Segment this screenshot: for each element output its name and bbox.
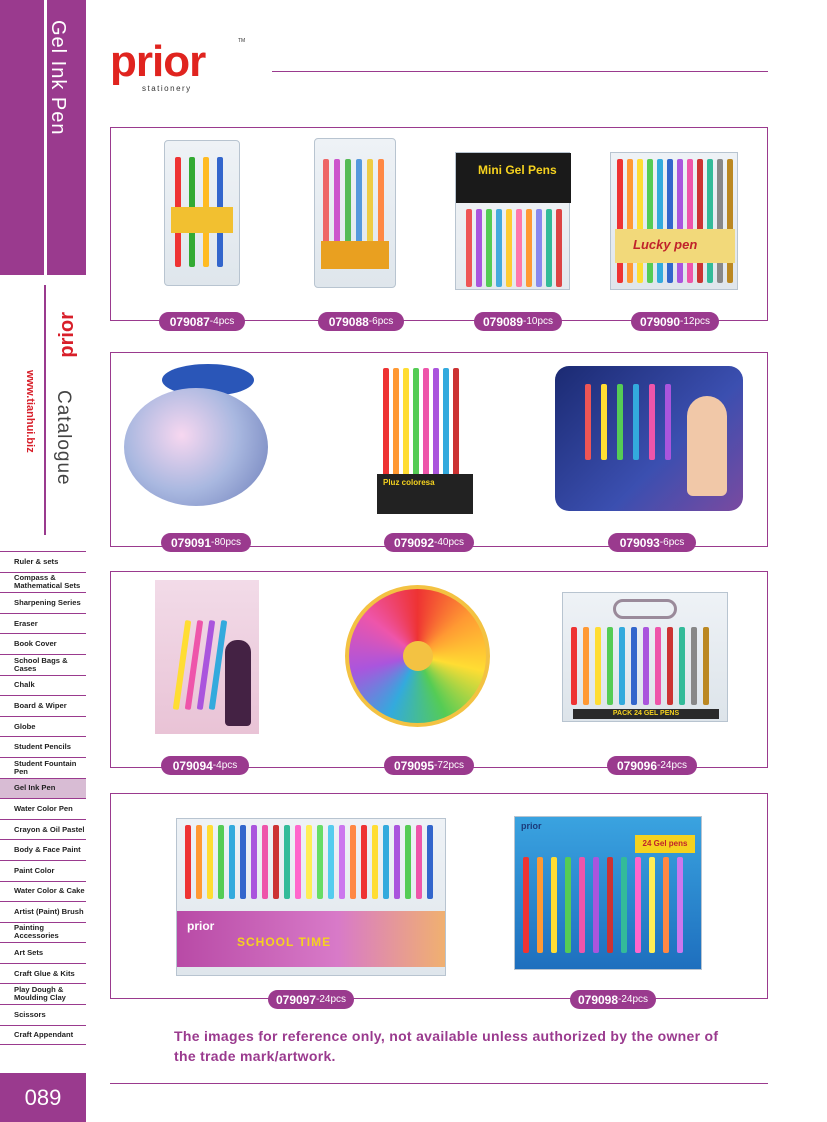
pen-icon [383, 825, 389, 899]
pen-icon [416, 825, 422, 899]
pen-icon [655, 627, 661, 705]
product-code: 079095 [393, 758, 435, 773]
product-qty: -24pcs [316, 994, 347, 1005]
menu-item[interactable]: Artist (Paint) Brush [0, 901, 86, 922]
product-label[interactable] [631, 312, 719, 331]
package-handle [613, 599, 677, 619]
pen-icon [687, 159, 693, 283]
pen-icon [207, 825, 213, 899]
product-label[interactable] [608, 533, 696, 552]
pen-icon [413, 368, 419, 478]
menu-item[interactable]: Chalk [0, 675, 86, 696]
product-qty: -12pcs [680, 316, 711, 327]
menu-item[interactable]: Craft Appendant [0, 1025, 86, 1046]
pen-icon [317, 825, 323, 899]
menu-item[interactable]: Art Sets [0, 942, 86, 963]
sidebar-mid-line [44, 285, 46, 535]
pen-icon [727, 159, 733, 283]
package-band: PACK 24 GEL PENS [573, 709, 719, 719]
pen-icon [647, 159, 653, 283]
menu-item[interactable]: Painting Accessories [0, 922, 86, 943]
pen-icon [185, 825, 191, 899]
product-code: 079096 [616, 758, 658, 773]
package-title: 24 Gel pens [635, 835, 695, 853]
pen-icon [703, 627, 709, 705]
menu-item[interactable]: Water Color Pen [0, 798, 86, 819]
product-label[interactable] [268, 990, 354, 1009]
pen-icon [551, 857, 557, 953]
product-image-079093[interactable] [555, 366, 743, 511]
pen-icon [565, 857, 571, 953]
pen-icon [717, 159, 723, 283]
pen-icon [486, 209, 492, 287]
product-qty: -24pcs [657, 760, 688, 771]
product-image-079090[interactable] [610, 152, 738, 290]
pen-icon [679, 627, 685, 705]
pen-icon [536, 209, 542, 287]
product-image-079098[interactable] [514, 816, 702, 970]
pen-icon [607, 627, 613, 705]
package-brand: prior [187, 919, 215, 933]
product-label[interactable] [161, 533, 251, 552]
product-label[interactable] [318, 312, 404, 331]
menu-item[interactable]: Water Color & Cake [0, 881, 86, 902]
product-code: 079097 [275, 992, 317, 1007]
pen-icon [506, 209, 512, 287]
product-qty: -40pcs [434, 537, 465, 548]
pen-icon [643, 627, 649, 705]
product-label[interactable] [474, 312, 562, 331]
product-label[interactable] [384, 756, 474, 775]
product-qty: -6pcs [659, 537, 685, 548]
pen-icon [476, 209, 482, 287]
pen-icon [372, 825, 378, 899]
sidebar-brand: prior [56, 312, 78, 358]
pen-icon [361, 825, 367, 899]
pen-icon [453, 368, 459, 478]
product-qty: -4pcs [209, 316, 235, 327]
menu-item[interactable]: Board & Wiper [0, 695, 86, 716]
menu-item-active[interactable]: Gel Ink Pen [0, 778, 86, 799]
pen-icon [619, 627, 625, 705]
product-image-079087[interactable] [164, 140, 240, 286]
product-image-079089[interactable] [455, 152, 570, 290]
pen-icon [262, 825, 268, 899]
package-title: Pluz coloresa [383, 478, 435, 487]
product-label[interactable] [161, 756, 249, 775]
pen-icon [240, 825, 246, 899]
pen-icon [196, 825, 202, 899]
pen-icon [537, 857, 543, 953]
product-image-079092[interactable] [377, 368, 473, 514]
pen-icon [657, 159, 663, 283]
pen-icon [579, 857, 585, 953]
pen-icon [571, 627, 577, 705]
product-qty: -24pcs [618, 994, 649, 1005]
pen-icon [523, 857, 529, 953]
girl-illustration [687, 396, 727, 496]
product-label[interactable] [159, 312, 245, 331]
page-number: 089 [0, 1073, 86, 1122]
product-label[interactable] [607, 756, 697, 775]
wheel-center [403, 641, 433, 671]
package-title: Lucky pen [633, 237, 698, 252]
pen-icon [273, 825, 279, 899]
pen-icon [383, 368, 389, 478]
menu-item[interactable]: Craft Glue & Kits [0, 963, 86, 984]
pen-icon [556, 209, 562, 287]
menu-item[interactable]: Crayon & Oil Pastel [0, 819, 86, 840]
menu-item[interactable]: Scissors [0, 1004, 86, 1025]
pen-icon [691, 627, 697, 705]
product-qty: -6pcs [368, 316, 394, 327]
website-url[interactable]: www.tianhui.biz [24, 370, 36, 453]
jar-body [124, 388, 268, 506]
product-code: 079090 [639, 314, 681, 329]
pen-icon [649, 384, 655, 460]
pen-icon [667, 159, 673, 283]
pen-icon [607, 857, 613, 953]
pen-icon [443, 368, 449, 478]
product-label[interactable] [384, 533, 474, 552]
product-code: 079091 [170, 535, 212, 550]
pen-icon [466, 209, 472, 287]
header-rule [272, 71, 768, 72]
pen-icon [583, 627, 589, 705]
package-title: SCHOOL TIME [237, 935, 332, 949]
pen-icon [665, 384, 671, 460]
pen-icon [585, 384, 591, 460]
product-qty: -10pcs [523, 316, 554, 327]
trademark-mark: TM [238, 38, 246, 44]
menu-item[interactable]: Ruler & sets [0, 551, 86, 572]
package-label [321, 241, 389, 269]
category-menu [0, 551, 86, 1045]
pen-icon [526, 209, 532, 287]
pen-icon [635, 857, 641, 953]
disclaimer-text: The images for reference only, not available unless authorized by the owner of the trade mark/artwork. [174, 1028, 719, 1064]
pen-icon [251, 825, 257, 899]
product-code: 079098 [577, 992, 619, 1007]
pen-icon [677, 159, 683, 283]
pen-icon [677, 857, 683, 953]
pen-icon [637, 159, 643, 283]
product-code: 079088 [328, 314, 369, 329]
product-qty: -4pcs [212, 760, 238, 771]
catalogue-label: Catalogue [53, 390, 74, 486]
pen-icon [229, 825, 235, 899]
product-code: 079087 [169, 314, 210, 329]
menu-item[interactable]: Play Dough & Moulding Clay [0, 983, 86, 1004]
menu-item[interactable]: Book Cover [0, 633, 86, 654]
pen-icon [306, 825, 312, 899]
pen-icon [284, 825, 290, 899]
logo-subtitle: stationery [142, 84, 192, 93]
product-image-079094[interactable] [155, 580, 259, 734]
product-label[interactable] [570, 990, 656, 1009]
product-code: 079094 [172, 758, 213, 773]
pen-icon [627, 159, 633, 283]
product-code: 079093 [619, 535, 660, 550]
pen-icon [707, 159, 713, 283]
pen-icon [394, 825, 400, 899]
pen-icon [427, 825, 433, 899]
sidebar-top-bar [0, 0, 86, 275]
menu-item[interactable]: School Bags & Cases [0, 654, 86, 675]
pen-icon [617, 159, 623, 283]
prior-logo [110, 37, 246, 93]
pen-icon [295, 825, 301, 899]
menu-item[interactable]: Compass & Mathematical Sets [0, 572, 86, 593]
pen-icon [433, 368, 439, 478]
section-title: Gel Ink Pen [47, 20, 69, 136]
menu-item[interactable]: Sharpening Series [0, 592, 86, 613]
pen-icon [617, 384, 623, 460]
pen-icon [339, 825, 345, 899]
pen-icon [403, 368, 409, 478]
footer-rule [110, 1083, 768, 1084]
pen-icon [593, 857, 599, 953]
product-image-079096[interactable] [562, 592, 728, 722]
product-qty: -80pcs [211, 537, 242, 548]
product-image-079091[interactable] [122, 364, 270, 508]
menu-item[interactable]: Body & Face Paint [0, 839, 86, 860]
package-header [456, 153, 571, 203]
product-image-079095[interactable] [345, 585, 490, 727]
pen-icon [667, 627, 673, 705]
menu-item[interactable]: Globe [0, 716, 86, 737]
pen-icon [405, 825, 411, 899]
product-image-079097[interactable] [176, 818, 446, 976]
pen-icon [601, 384, 607, 460]
pen-icon [546, 209, 552, 287]
doll-illustration [225, 640, 251, 726]
pen-icon [328, 825, 334, 899]
pen-icon [423, 368, 429, 478]
menu-item[interactable]: Paint Color [0, 860, 86, 881]
pen-icon [595, 627, 601, 705]
package-title: Mini Gel Pens [478, 163, 557, 177]
menu-item[interactable]: Eraser [0, 613, 86, 634]
pen-icon [697, 159, 703, 283]
product-image-079088[interactable] [314, 138, 396, 288]
package-label [171, 207, 233, 233]
pen-icon [218, 825, 224, 899]
pen-icon [516, 209, 522, 287]
pen-icon [496, 209, 502, 287]
pen-icon [393, 368, 399, 478]
pen-icon [350, 825, 356, 899]
pen-icon [621, 857, 627, 953]
pen-icon [663, 857, 669, 953]
product-code: 079092 [393, 535, 435, 550]
package-brand: prior [521, 821, 542, 831]
pen-icon [631, 627, 637, 705]
product-qty: -72pcs [434, 760, 465, 771]
logo-text: prior [110, 37, 206, 86]
product-code: 079089 [482, 314, 524, 329]
menu-item[interactable]: Student Pencils [0, 736, 86, 757]
menu-item[interactable]: Student Fountain Pen [0, 757, 86, 778]
pen-icon [649, 857, 655, 953]
pen-icon [633, 384, 639, 460]
